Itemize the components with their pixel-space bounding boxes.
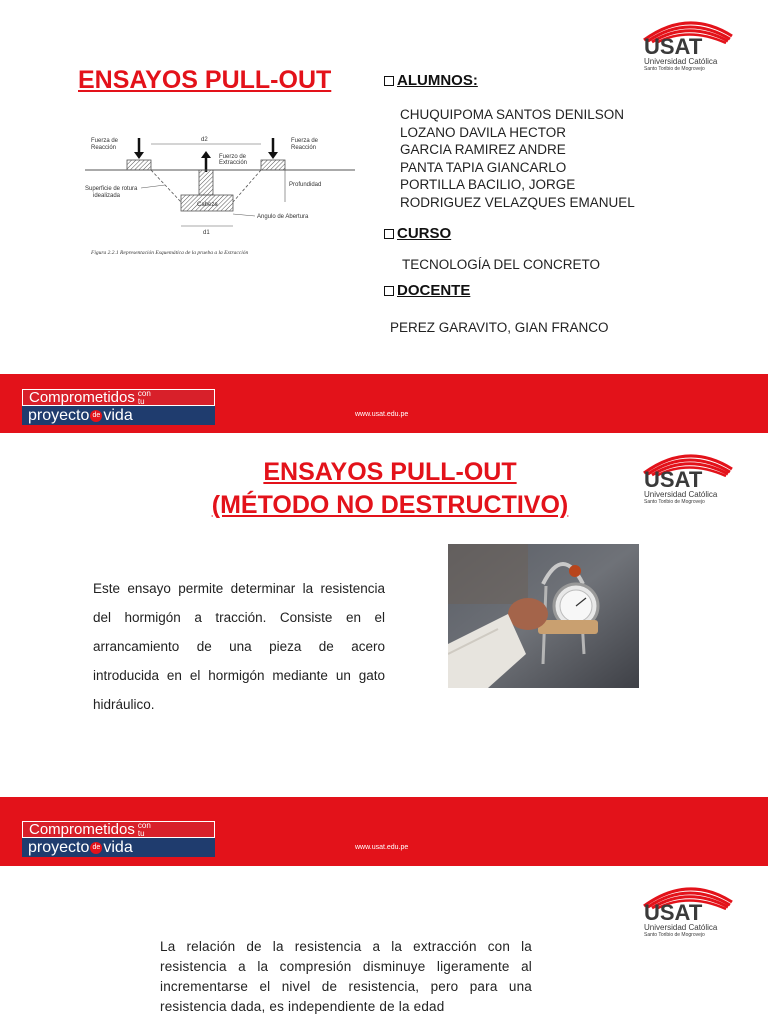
slide-3-body: La relación de la resistencia a la extracción con la resistencia a la compresión disminuye ligeramente al incrementarse el nivel de resistencia, pero para una resistencia dada, es independiente de la edad (160, 939, 532, 1014)
usat-logo-subtitle-2: Santo Toribio de Mogrovejo (644, 66, 705, 72)
diagram-caption: Figura 2.2.1 Representación Esquemática de la prueba a la Extracción (91, 250, 249, 256)
checkbox-bullet-icon (384, 76, 394, 86)
slide-2-title: ENSAYOS PULL-OUT (MÉTODO NO DESTRUCTIVO) (211, 458, 569, 519)
slide-footer (0, 374, 768, 433)
docente-heading: DOCENTE (384, 282, 470, 299)
slide-3 (0, 866, 768, 1024)
list-item: RODRIGUEZ VELAZQUES EMANUEL (400, 194, 635, 210)
extraction-label: Fuerzo de (219, 154, 247, 160)
docente-value: PEREZ GARAVITO, GIAN FRANCO (390, 320, 609, 335)
usat-logo: USAT Universidad Católica Santo Toribio de Mogrovejo (642, 447, 734, 505)
insert-shaft (199, 170, 213, 195)
curso-value: TECNOLOGÍA DEL CONCRETO (402, 257, 601, 272)
footer-url: www.usat.edu.pe (355, 411, 409, 418)
list-item: LOZANO DAVILA HECTOR (400, 124, 567, 140)
alumnos-list (400, 106, 635, 211)
list-item: PORTILLA BACILIO, JORGE (400, 177, 576, 192)
list-item: PANTA TAPIA GIANCARLO (400, 159, 567, 175)
rupture-surface-label: Superficie de rotura (85, 186, 138, 192)
curso-heading: CURSO (384, 225, 451, 242)
comprometidos-logo: Comprometidos con tu proyecto de vida (22, 821, 215, 857)
svg-text:Reacción: Reacción (91, 145, 117, 151)
usat-logo (642, 14, 734, 72)
svg-text:Reacción: Reacción (291, 145, 317, 151)
checkbox-bullet-icon (384, 229, 394, 239)
slide-1-title: ENSAYOS PULL-OUT (78, 66, 332, 94)
reaction-pad-left (127, 160, 151, 170)
slide-footer (0, 797, 768, 866)
slide-2-body: Este ensayo permite determinar la resistencia del hormigón a tracción. Consiste en el arrancamiento de una pieza de acero introducida en el hormigón mediante un gato hidráulico. (93, 581, 385, 712)
svg-text:idealizada: idealizada (93, 193, 121, 199)
slide-2 (0, 433, 768, 797)
reaction-pad-right (261, 160, 285, 170)
d1-label: d1 (203, 230, 210, 236)
svg-text:Extracción: Extracción (219, 160, 248, 166)
alumnos-heading: ALUMNOS: (384, 72, 478, 89)
rupture-line-right (233, 170, 261, 202)
list-item: GARCIA RAMIREZ ANDRE (400, 142, 566, 157)
usat-logo: USAT Universidad Católica Santo Toribio de Mogrovejo (642, 880, 734, 938)
reaction-left-label: Fuerza de (91, 138, 119, 144)
depth-label: Profundidad (289, 182, 322, 188)
usat-logo-subtitle: Universidad Católica (644, 57, 718, 66)
d2-label: d2 (201, 137, 208, 143)
list-item: CHUQUIPOMA SANTOS DENILSON (400, 107, 625, 122)
footer-url: www.usat.edu.pe (355, 844, 409, 851)
usat-logo-name: USAT (644, 34, 703, 59)
reaction-right-label: Fuerza de (291, 138, 319, 144)
pull-out-test-photo (448, 544, 639, 688)
pull-out-diagram (85, 130, 355, 260)
comprometidos-logo: Comprometidos con tu proyecto de vida (22, 389, 215, 425)
checkbox-bullet-icon (384, 286, 394, 296)
slide-1 (0, 0, 768, 374)
head-label: Cabeza (197, 202, 218, 208)
opening-angle-label: Angulo de Abertura (257, 214, 309, 220)
